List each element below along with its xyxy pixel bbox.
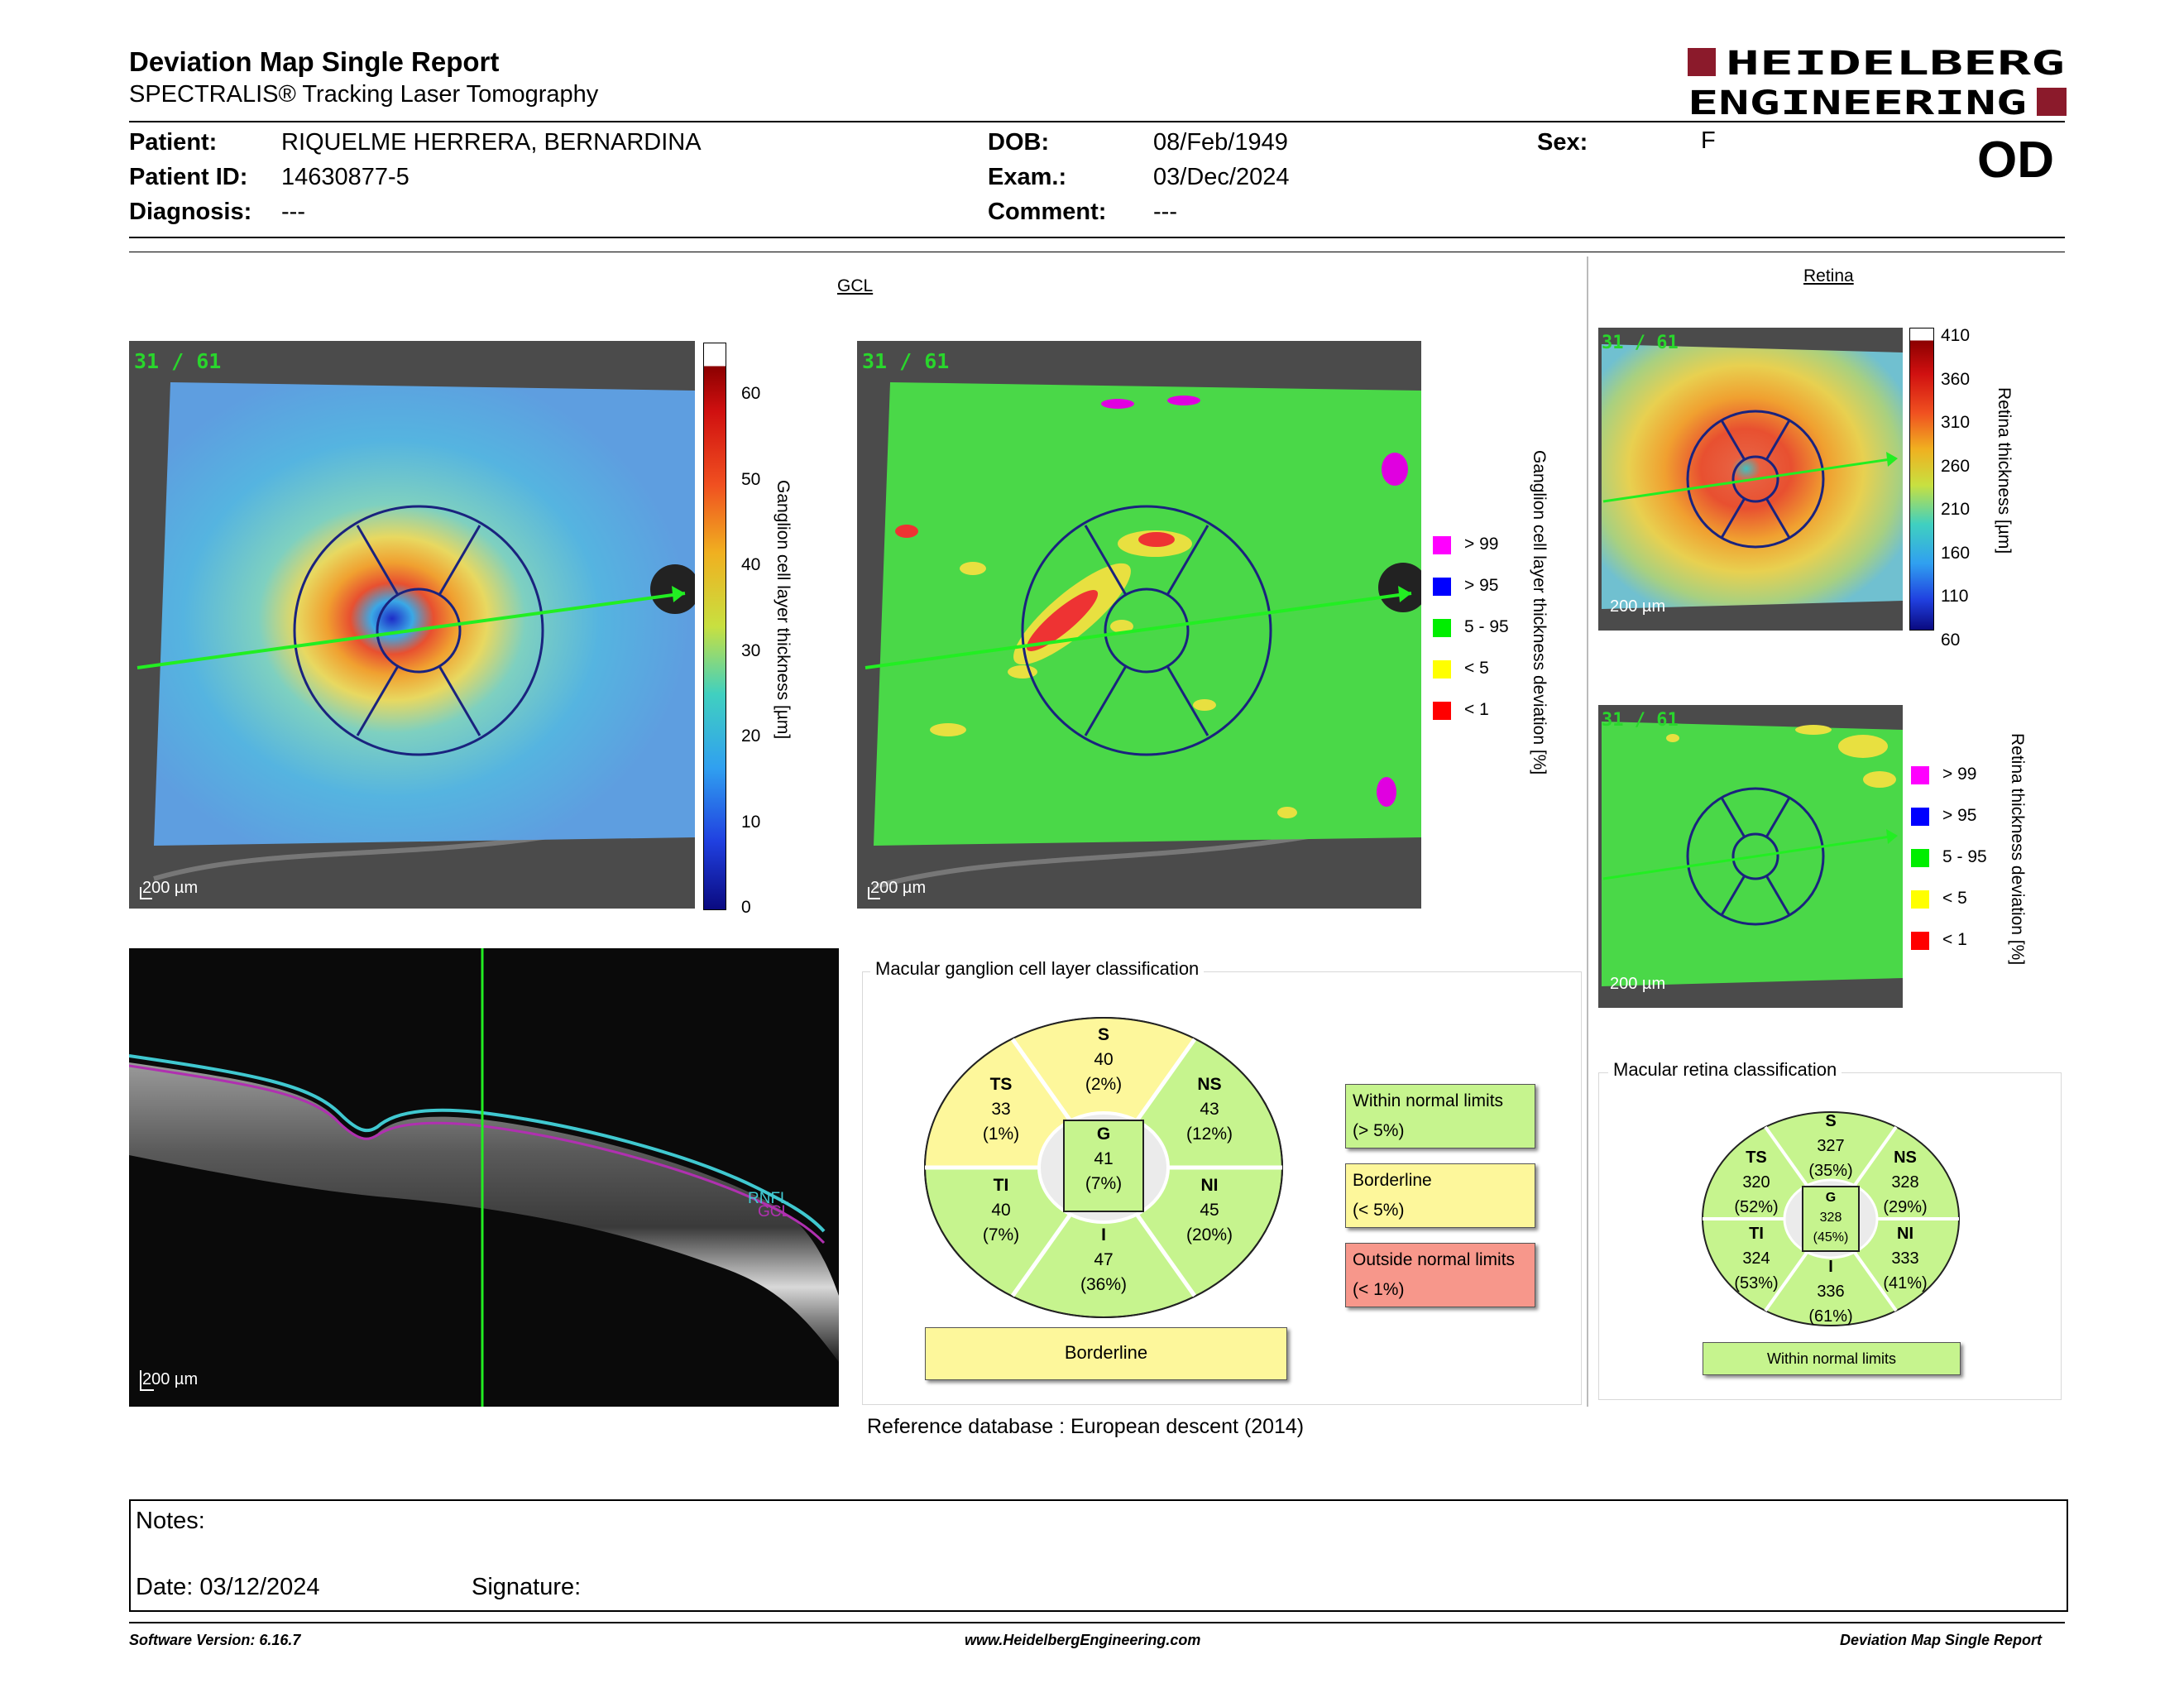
gcl-thickness-tick-30: 30 (741, 640, 761, 660)
gcl-thickness-axis-label: Ganglion cell layer thickness [µm] (774, 480, 793, 740)
retina-thickness-tick-160: 160 (1941, 543, 1971, 563)
retina-classification-result: Within normal limits (1703, 1342, 1961, 1375)
gcl-layer-label: GCL (758, 1203, 791, 1220)
retina-sector-g: G 328 (45%) (1813, 1191, 1849, 1244)
gcl-thickness-tick-0: 0 (741, 898, 751, 917)
eye-indicator: OD (1977, 132, 2054, 189)
gcl-frame-count: 31 / 61 (134, 349, 222, 373)
retina-thickness-tick-360: 360 (1941, 369, 1971, 389)
heidelberg-logo (1688, 45, 2068, 119)
retina-frame-count: 31 / 61 (1602, 333, 1679, 353)
retina-legend-swatch-3 (1911, 890, 1929, 909)
gcl-sector-ns: NS 43 (12%) (1185, 1075, 1233, 1144)
notes-box (129, 1499, 2068, 1612)
retina-legend-swatch-0 (1911, 766, 1929, 784)
gcl-deviation-frame-count: 31 / 61 (862, 349, 950, 373)
patient-id: 14630877-5 (281, 164, 410, 190)
retina-legend-swatch-2 (1911, 849, 1929, 867)
footer-divider (129, 1622, 2065, 1623)
gcl-legend-label-4: < 1 (1464, 700, 1489, 719)
bscan-scale: 200 µm (142, 1370, 199, 1388)
retina-sector-ti: TI 324 (53%) (1734, 1225, 1779, 1292)
retina-thickness-tick-210: 210 (1941, 500, 1971, 519)
gcl-legend-swatch-0 (1433, 536, 1451, 554)
gcl-legend-label-1: > 95 (1464, 576, 1499, 595)
section-divider (1587, 257, 1588, 1407)
gcl-legend-label-3: < 5 (1464, 659, 1489, 678)
gcl-thickness-tick-50: 50 (741, 469, 761, 489)
gcl-sector-g: G 41 (7%) (1085, 1125, 1123, 1193)
bscan-image (129, 948, 839, 1407)
retina-legend-label-4: < 1 (1942, 930, 1967, 949)
gcl-deviation-axis-label: Ganglion cell layer thickness deviation [%] (1530, 450, 1549, 775)
retina-thickness-tick-260: 260 (1941, 456, 1971, 476)
patient-name: RIQUELME HERRERA, BERNARDINA (281, 129, 702, 156)
svg-text:HEIDELBERG: HEIDELBERG (1726, 45, 2065, 83)
sex-label: Sex: (1537, 129, 1588, 156)
patient-id-label: Patient ID: (129, 164, 248, 190)
comment-label: Comment: (988, 199, 1107, 225)
retina-sector-ns: NS 328 (29%) (1883, 1149, 1928, 1216)
diagnosis-label: Diagnosis: (129, 199, 252, 225)
gcl-legend-swatch-2 (1433, 619, 1451, 637)
header-divider (129, 121, 2065, 122)
rnfl-label: RNFL (748, 1190, 789, 1207)
retina-sector-ts: TS 320 (52%) (1734, 1149, 1779, 1216)
exam-date: 03/Dec/2024 (1153, 164, 1290, 190)
legend-borderline: Borderline (< 5%) (1345, 1163, 1535, 1228)
gcl-thickness-map (129, 341, 695, 909)
retina-thickness-tick-310: 310 (1941, 413, 1971, 432)
report-title: Deviation Map Single Report (129, 46, 500, 77)
gcl-thickness-tick-60: 60 (741, 384, 761, 403)
gcl-thickness-tick-40: 40 (741, 555, 761, 574)
retina-sector-s: S 327 (35%) (1808, 1112, 1853, 1180)
gcl-section-title: GCL (837, 276, 874, 295)
gcl-thickness-scale: 200 µm (142, 879, 199, 897)
gcl-deviation-map (857, 341, 1421, 909)
retina-legend-label-3: < 5 (1942, 889, 1967, 908)
retina-thickness-tick-60: 60 (1941, 630, 1961, 650)
signature-label: Signature: (472, 1574, 582, 1600)
retina-legend-label-2: 5 - 95 (1942, 847, 1987, 866)
patient-label: Patient: (129, 129, 218, 156)
legend-within-normal: Within normal limits (> 5%) (1345, 1084, 1535, 1149)
report-subtitle: SPECTRALIS® Tracking Laser Tomography (129, 81, 599, 108)
gcl-classification-result: Borderline (925, 1327, 1287, 1380)
retina-deviation-scale: 200 µm (1610, 975, 1666, 993)
retina-thickness-map (1598, 328, 1903, 631)
gcl-sector-s: S 40 (2%) (1085, 1025, 1123, 1094)
retina-thickness-scale: 200 µm (1610, 597, 1666, 616)
gcl-thickness-tick-20: 20 (741, 727, 761, 746)
diagnosis: --- (281, 199, 305, 225)
software-version: Software Version: 6.16.7 (129, 1632, 301, 1648)
gcl-sector-ti: TI 40 (7%) (982, 1176, 1020, 1244)
exam-label: Exam.: (988, 164, 1067, 190)
dob: 08/Feb/1949 (1153, 129, 1288, 156)
retina-sector-i: I 336 (61%) (1808, 1258, 1853, 1326)
retina-classification-title: Macular retina classification (1608, 1059, 1842, 1081)
dob-label: DOB: (988, 129, 1050, 156)
comment: --- (1153, 199, 1177, 225)
legend-outside-normal: Outside normal limits (< 1%) (1345, 1243, 1535, 1307)
retina-thickness-tick-110: 110 (1941, 587, 1969, 606)
website-link[interactable]: www.HeidelbergEngineering.com (965, 1632, 1201, 1648)
gcl-legend-swatch-3 (1433, 660, 1451, 679)
retina-deviation-frame-count: 31 / 61 (1602, 710, 1679, 731)
gcl-legend-label-0: > 99 (1464, 535, 1499, 554)
retina-thickness-colorbar (1909, 328, 1934, 631)
svg-text:ENGINEERING: ENGINEERING (1688, 84, 2027, 119)
gcl-sector-i: I 47 (36%) (1080, 1225, 1128, 1294)
gcl-sector-ts: TS 33 (1%) (982, 1075, 1020, 1144)
retina-legend-label-0: > 99 (1942, 765, 1977, 784)
retina-legend-label-1: > 95 (1942, 806, 1977, 825)
retina-thickness-tick-410: 410 (1941, 326, 1971, 345)
patient-divider-1 (129, 237, 2065, 238)
retina-sector-ni: NI 333 (41%) (1883, 1225, 1928, 1292)
notes-label: Notes: (136, 1508, 205, 1534)
gcl-thickness-colorbar (703, 343, 726, 910)
gcl-thickness-tick-10: 10 (741, 812, 761, 832)
notes-date: Date: 03/12/2024 (136, 1574, 320, 1600)
gcl-classification-title: Macular ganglion cell layer classification (870, 958, 1204, 980)
gcl-legend-swatch-4 (1433, 702, 1451, 720)
retina-deviation-map (1598, 705, 1903, 1008)
retina-thickness-axis-label: Retina thickness [µm] (1995, 387, 2014, 554)
gcl-sector-ni: NI 45 (20%) (1185, 1176, 1233, 1244)
retina-deviation-axis-label: Retina thickness deviation [%] (2008, 733, 2027, 966)
gcl-legend-label-2: 5 - 95 (1464, 617, 1509, 636)
gcl-deviation-scale: 200 µm (870, 879, 927, 897)
retina-legend-swatch-1 (1911, 808, 1929, 826)
reference-database: Reference database : European descent (2014) (867, 1415, 1305, 1438)
sex: F (1701, 127, 1716, 154)
footer-report-name: Deviation Map Single Report (1840, 1632, 2043, 1648)
retina-legend-swatch-4 (1911, 932, 1929, 950)
retina-section-title: Retina (1803, 266, 1854, 285)
gcl-legend-swatch-1 (1433, 578, 1451, 596)
